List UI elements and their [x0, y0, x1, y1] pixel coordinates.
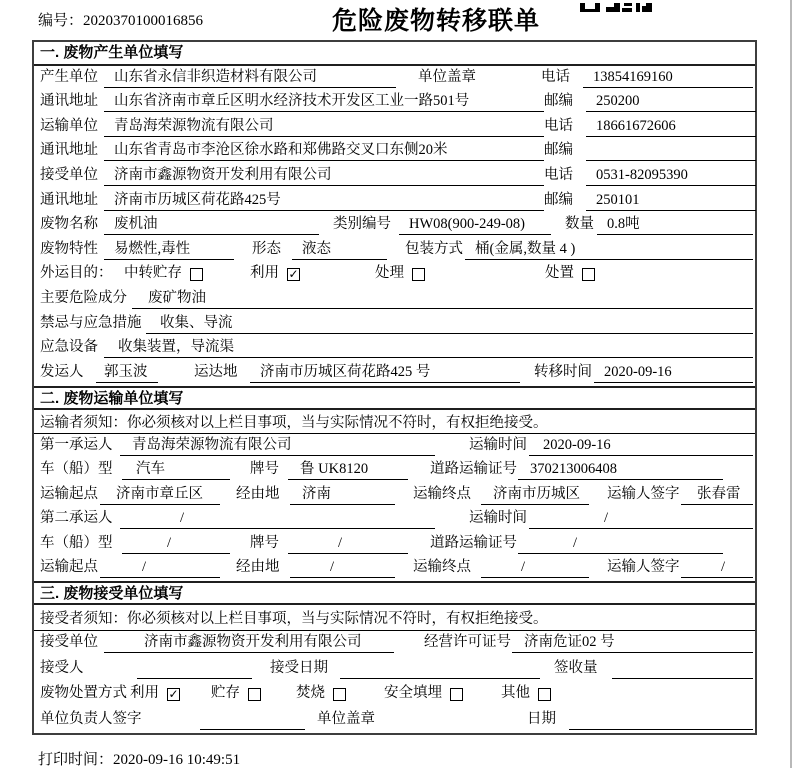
field-label: 通讯地址: [40, 142, 98, 159]
receive-date-value: [340, 677, 540, 679]
plate-label: 牌号: [250, 534, 279, 551]
option-label: 处置: [545, 265, 574, 282]
print-time: [38, 748, 240, 768]
category-label: 类别编号: [333, 216, 391, 233]
field-value: 济南市历城区荷花路425号: [104, 191, 544, 211]
date-value: [569, 728, 753, 730]
doc-number: [38, 9, 203, 30]
row-responsible-signature: [34, 707, 755, 733]
transfer-time-value: 2020-09-16: [594, 363, 753, 383]
stamp-label: 单位盖章: [418, 68, 476, 85]
signature-value: /: [681, 558, 753, 578]
row-disposal-method: [34, 682, 755, 708]
field-value: 青岛海荣源物流有限公司: [120, 436, 435, 456]
checkbox-dispose: [582, 268, 595, 281]
transport-time-value: 2020-09-16: [529, 436, 753, 456]
qr-code-fragment: [580, 0, 654, 18]
packing-label: 包装方式: [405, 240, 463, 257]
end-value: 济南市历城区: [481, 485, 589, 505]
properties-value: 易燃性,毒性: [104, 240, 234, 260]
row-waste-name: [34, 214, 755, 239]
origin-label: 运输起点: [40, 485, 98, 502]
field-label: 车（船）型: [40, 461, 113, 478]
row-receiver-unit: [34, 164, 755, 189]
disposal-label: 废物处置方式: [40, 685, 127, 702]
road-license-value: /: [518, 534, 723, 554]
field-value: 山东省青岛市李沧区徐水路和郑佛路交叉口东侧20米: [104, 141, 544, 161]
form-label: 形态: [252, 240, 281, 257]
row-transport-unit: [34, 115, 755, 140]
row-emergency-equipment: [34, 337, 755, 362]
row-receiver-person: [34, 656, 755, 682]
vehicle-type-value: 汽车: [122, 460, 230, 480]
row-first-carrier: [34, 434, 755, 459]
zip-value: 250200: [586, 92, 756, 112]
form-table: [32, 40, 757, 735]
option-label: 安全填埋: [384, 685, 442, 702]
row-transport-address: [34, 140, 755, 165]
field-value: 收集、导流: [146, 314, 753, 334]
zip-value: 250101: [586, 191, 756, 211]
business-license-value: 济南危证02 号: [512, 633, 753, 653]
receiver-person-label: 接受人: [40, 659, 84, 676]
option-label: 利用: [130, 685, 159, 702]
row-receiving-unit: [34, 631, 755, 657]
transport-time-label: 运输时间: [469, 510, 527, 527]
option-label: 利用: [250, 265, 279, 282]
packing-value: 桶(金属,数量 4 ): [465, 240, 753, 260]
phone-value: 18661672606: [586, 117, 756, 137]
road-license-value: 370213006408: [518, 460, 723, 480]
print-time-label: 打印时间：: [38, 752, 114, 768]
checkbox-landfill: [450, 688, 463, 701]
field-value: 山东省永信非织造材料有限公司: [104, 68, 396, 88]
row-generator-address: [34, 91, 755, 116]
field-value: 青岛海荣源物流有限公司: [104, 117, 544, 137]
vehicle-type-value: /: [122, 534, 230, 554]
receiver-notice: 接受者须知：你必须核对以上栏目事项，当与实际情况不符时，有权拒绝接受。: [34, 605, 755, 631]
waste-name-value: 废机油: [104, 215, 319, 235]
phone-label: 电话: [544, 117, 573, 134]
zip-label: 邮编: [544, 191, 573, 208]
phone-value: 0531-82095390: [586, 166, 756, 186]
responsible-sign-value: [200, 728, 305, 730]
form-value: 液态: [292, 240, 387, 260]
field-value: 济南市鑫源物资开发利用有限公司: [104, 633, 394, 653]
row-shipper: [34, 361, 755, 386]
option-label: 其他: [501, 685, 530, 702]
option-label: 处理: [375, 265, 404, 282]
print-time-value: 2020-09-16 10:49:51: [113, 752, 241, 768]
via-value: 济南: [290, 485, 395, 505]
origin-value: /: [100, 558, 220, 578]
origin-value: 济南市章丘区: [100, 485, 220, 505]
phone-label: 电话: [541, 68, 570, 85]
received-qty-label: 签收量: [554, 659, 598, 676]
field-value: 废矿物油: [132, 289, 753, 309]
end-value: /: [481, 558, 589, 578]
unit-stamp-label: 单位盖章: [317, 710, 375, 727]
road-license-label: 道路运输证号: [430, 461, 517, 478]
purpose-label: 外运目的：: [40, 265, 113, 282]
field-value: 济南市鑫源物资开发利用有限公司: [104, 166, 544, 186]
receiver-person-value: [137, 677, 252, 679]
via-value: /: [290, 558, 395, 578]
doc-number-value: 2020370100016856: [83, 13, 204, 29]
destination-value: 济南市历城区荷花路425 号: [250, 363, 520, 383]
section3-header: 三. 废物接受单位填写: [34, 581, 755, 605]
field-label: 应急设备: [40, 339, 98, 356]
transport-time-label: 运输时间: [469, 436, 527, 453]
zip-label: 邮编: [544, 142, 573, 159]
field-label: 废物名称: [40, 216, 98, 233]
window-edge-line: [790, 0, 792, 768]
field-label: 运输单位: [40, 117, 98, 134]
signature-value: 张春雷: [681, 485, 753, 505]
section2-header: 二. 废物运输单位填写: [34, 386, 755, 410]
row-hazard-components: [34, 287, 755, 312]
option-label: 焚烧: [296, 685, 325, 702]
responsible-sign-label: 单位负责人签字: [40, 710, 142, 727]
row-second-carrier: [34, 508, 755, 533]
phone-label: 电话: [544, 166, 573, 183]
row-vehicle-1: [34, 459, 755, 484]
row-generator-unit: [34, 66, 755, 91]
destination-label: 运达地: [194, 363, 238, 380]
phone-value: 13854169160: [583, 68, 753, 88]
origin-label: 运输起点: [40, 559, 98, 576]
row-route-2: [34, 557, 755, 582]
field-label: 禁忌与应急措施: [40, 314, 142, 331]
business-license-label: 经营许可证号: [424, 634, 511, 651]
checkbox-other: [538, 688, 551, 701]
row-transfer-purpose: [34, 263, 755, 288]
quantity-label: 数量: [565, 216, 594, 233]
via-label: 经由地: [236, 559, 280, 576]
shipper-value: 郭玉波: [96, 363, 158, 383]
doc-number-label: 编号：: [38, 13, 84, 29]
checkbox-incinerate: [333, 688, 346, 701]
row-vehicle-2: [34, 532, 755, 557]
signature-label: 运输人签字: [607, 559, 680, 576]
received-qty-value: [612, 677, 753, 679]
transporter-notice: 运输者须知：你必须核对以上栏目事项，当与实际情况不符时，有权拒绝接受。: [34, 410, 755, 435]
field-label: 通讯地址: [40, 93, 98, 110]
row-receiver-address: [34, 189, 755, 214]
section1-header: 一. 废物产生单位填写: [34, 42, 755, 66]
field-label: 接受单位: [40, 634, 98, 651]
field-label: 产生单位: [40, 68, 98, 85]
field-label: 第二承运人: [40, 510, 113, 527]
checkbox-storage: [248, 688, 261, 701]
field-label: 废物特性: [40, 240, 98, 257]
page-title: 危险废物转移联单: [332, 8, 541, 35]
field-label: 接受单位: [40, 166, 98, 183]
row-route-1: [34, 483, 755, 508]
plate-value: /: [288, 534, 408, 554]
receive-date-label: 接受日期: [270, 659, 328, 676]
option-label: 中转贮存: [124, 265, 182, 282]
field-label: 车（船）型: [40, 534, 113, 551]
field-value: 山东省济南市章丘区明水经济技术开发区工业一路501号: [104, 92, 544, 112]
via-label: 经由地: [236, 485, 280, 502]
end-label: 运输终点: [413, 559, 471, 576]
field-label: 通讯地址: [40, 191, 98, 208]
checkbox-utilize: ✓: [168, 687, 179, 702]
transport-time-value: /: [529, 509, 753, 529]
field-value: /: [120, 509, 435, 529]
field-label: 主要危险成分: [40, 289, 127, 306]
road-license-label: 道路运输证号: [430, 534, 517, 551]
end-label: 运输终点: [413, 485, 471, 502]
transfer-time-label: 转移时间: [534, 363, 592, 380]
date-label: 日期: [527, 710, 556, 727]
field-label: 第一承运人: [40, 436, 113, 453]
row-taboo-measures: [34, 312, 755, 337]
plate-label: 牌号: [250, 461, 279, 478]
signature-label: 运输人签字: [607, 485, 680, 502]
checkbox-treat: [412, 268, 425, 281]
field-value: 收集装置，导流渠: [104, 338, 753, 358]
checkbox-utilize: ✓: [288, 267, 299, 282]
row-waste-properties: [34, 238, 755, 263]
option-label: 贮存: [211, 685, 240, 702]
plate-value: 鲁 UK8120: [288, 460, 408, 480]
zip-value: [586, 159, 756, 161]
quantity-value: 0.8吨: [597, 215, 753, 235]
shipper-label: 发运人: [40, 363, 84, 380]
checkbox-transit-storage: [190, 268, 203, 281]
category-value: HW08(900-249-08): [399, 215, 551, 235]
zip-label: 邮编: [544, 93, 573, 110]
